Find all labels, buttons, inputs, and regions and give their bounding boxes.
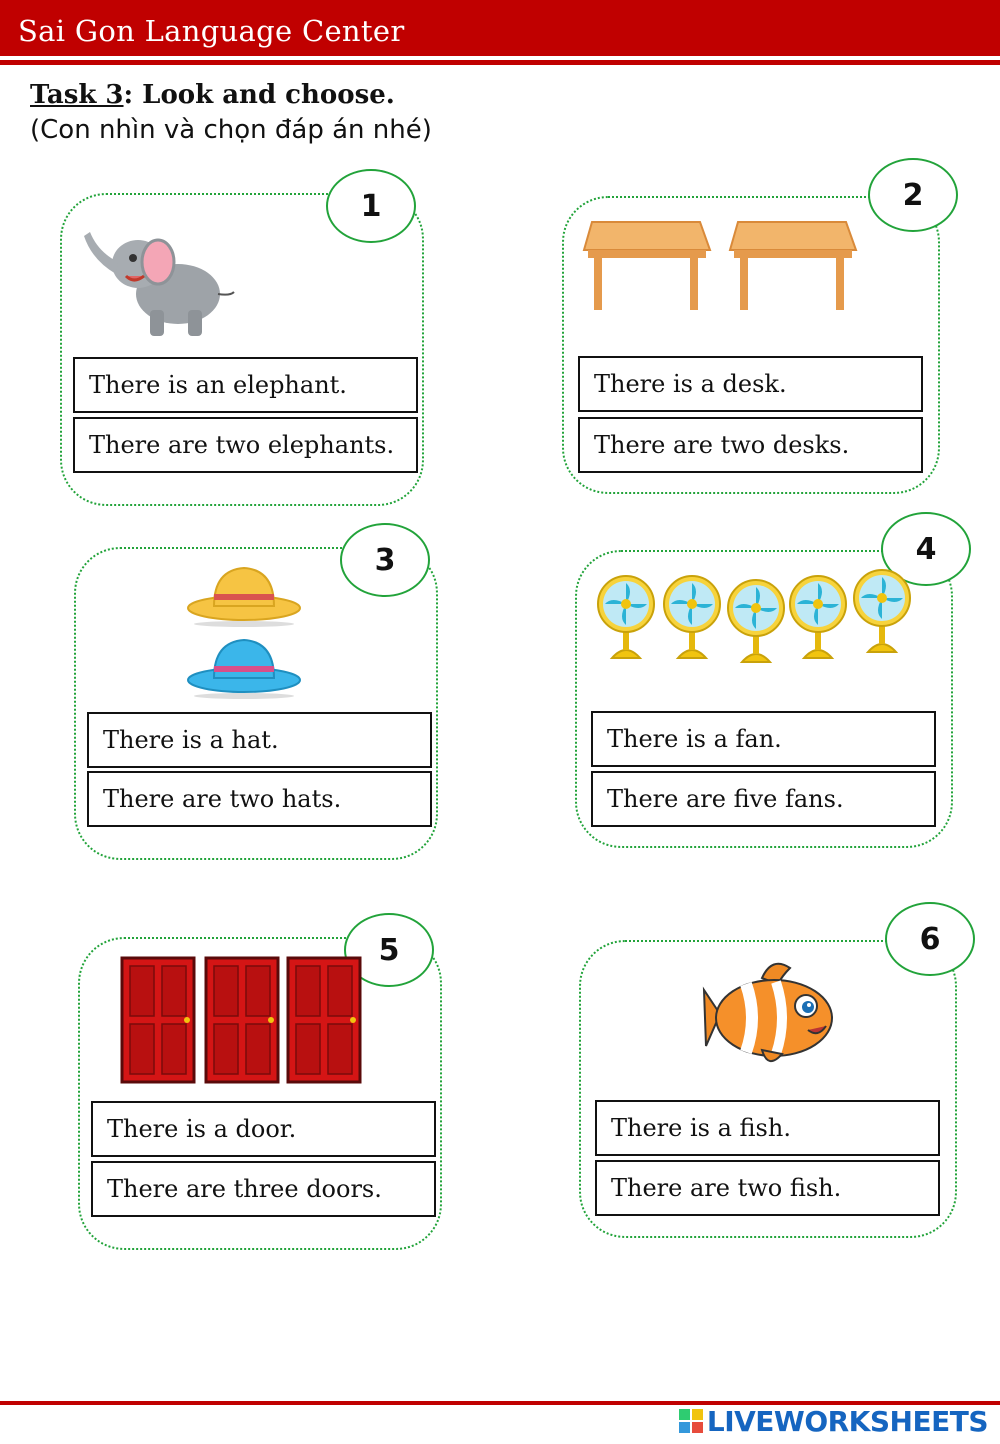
option-1b[interactable]: There are two elephants.: [73, 417, 418, 473]
option-5a[interactable]: There is a door.: [91, 1101, 436, 1157]
task-label: Task 3: [30, 80, 124, 110]
question-number-4: 4: [881, 512, 971, 586]
elephant-picture: [78, 222, 238, 340]
hats-picture: [184, 562, 304, 702]
option-3a[interactable]: There is a hat.: [87, 712, 432, 768]
doors-picture: [120, 956, 364, 1086]
option-1a[interactable]: There is an elephant.: [73, 357, 418, 413]
option-2b[interactable]: There are two desks.: [578, 417, 923, 473]
option-6b[interactable]: There are two fish.: [595, 1160, 940, 1216]
option-5b[interactable]: There are three doors.: [91, 1161, 436, 1217]
question-number-5: 5: [344, 913, 434, 987]
option-2a[interactable]: There is a desk.: [578, 356, 923, 412]
fan-3: [728, 580, 784, 662]
question-number-6: 6: [885, 902, 975, 976]
header-title: Sai Gon Language Center: [18, 14, 405, 48]
brand-name: LIVEWORKSHEETS: [706, 1404, 988, 1438]
option-4a[interactable]: There is a fan.: [591, 711, 936, 767]
desks-picture: [582, 218, 862, 314]
option-6a[interactable]: There is a fish.: [595, 1100, 940, 1156]
fan-4: [790, 576, 846, 658]
door-1: [122, 958, 194, 1082]
door-3: [288, 958, 360, 1082]
task-subtitle: (Con nhìn và chọn đáp án nhé): [30, 115, 432, 145]
fan-2: [664, 576, 720, 658]
desk-1: [584, 222, 710, 310]
question-number-1: 1: [326, 169, 416, 243]
liveworksheets-logo-icon: [679, 1409, 703, 1433]
task-instruction: : Look and choose.: [123, 80, 395, 110]
desk-2: [730, 222, 856, 310]
question-number-3: 3: [340, 523, 430, 597]
hat-blue: [188, 640, 300, 699]
option-4b[interactable]: There are five fans.: [591, 771, 936, 827]
fans-picture: [596, 560, 916, 666]
option-3b[interactable]: There are two hats.: [87, 771, 432, 827]
task-title: [30, 80, 395, 110]
header-divider: [0, 60, 1000, 65]
fan-1: [598, 576, 654, 658]
footer-brand[interactable]: [679, 1405, 988, 1437]
fish-picture: [702, 954, 842, 1086]
hat-yellow: [188, 568, 300, 627]
fan-5: [854, 570, 910, 652]
question-number-2: 2: [868, 158, 958, 232]
door-2: [206, 958, 278, 1082]
